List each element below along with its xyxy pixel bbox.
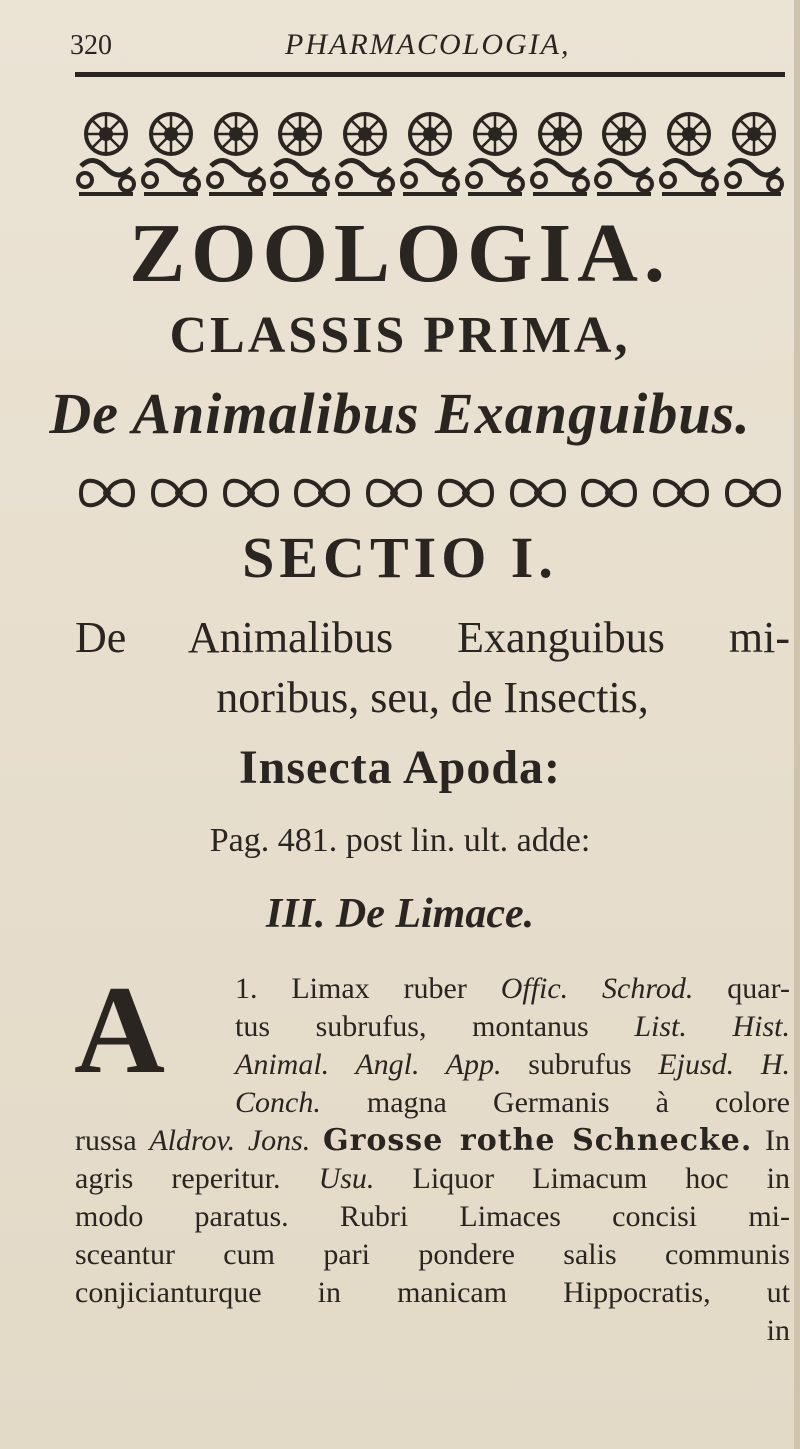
text-segment: magna Germanis à colore (320, 1086, 790, 1119)
body-line (75, 1198, 790, 1236)
text-segment: quar- (693, 972, 790, 1005)
text-segment: Grosse rothe Schnecke. (322, 1123, 753, 1158)
floral-scroll-icon (593, 106, 655, 198)
text-segment (310, 1124, 323, 1157)
text-segment: 1. Limax ruber (235, 972, 501, 1005)
knot-ornament-icon (290, 473, 354, 513)
body-line (235, 1008, 790, 1046)
knot-ornament-icon (147, 473, 211, 513)
knot-ornament-icon (434, 473, 498, 513)
drop-cap: A (74, 961, 165, 1100)
page-number: 320 (70, 30, 112, 61)
body-paragraph (74, 961, 791, 1350)
body-line (235, 1046, 790, 1084)
knot-ornament-icon (649, 473, 713, 513)
limace-subheading: III. De Limace. (265, 891, 535, 937)
floral-scroll-icon (205, 106, 267, 198)
floral-scroll-icon (723, 106, 785, 198)
floral-scroll-icon (529, 106, 591, 198)
floral-scroll-icon (334, 106, 396, 198)
body-line (235, 1084, 790, 1122)
text-segment: Offic. (500, 972, 569, 1005)
text-segment: subrufus (501, 1048, 659, 1081)
knot-ornament-icon (577, 473, 641, 513)
body-line (235, 970, 790, 1008)
knot-ornament-band (75, 470, 785, 516)
insecta-heading: Insecta Apoda: (238, 741, 562, 794)
text-segment: Ejusd. H. (658, 1048, 790, 1081)
body-line (75, 1312, 790, 1350)
text-segment: In (752, 1124, 790, 1157)
text-segment: Schrod. (602, 972, 694, 1005)
text-segment: Usu. (318, 1162, 375, 1195)
text-segment: agris reperitur. (75, 1162, 319, 1195)
knot-ornament-icon (362, 473, 426, 513)
knot-ornament-icon (75, 473, 139, 513)
body-line (75, 1236, 790, 1274)
body-line (75, 1274, 790, 1312)
text-segment: modo paratus. Rubri Limaces concisi mi- (75, 1200, 790, 1233)
floral-scroll-icon (464, 106, 526, 198)
text-segment: Jons. (235, 1124, 311, 1157)
body-line (75, 1160, 790, 1198)
main-title: ZOOLOGIA. (129, 207, 671, 300)
text-segment: Conch. (235, 1086, 321, 1119)
class-subtitle: De Animalibus Exanguibus. (49, 381, 751, 446)
running-head (70, 22, 790, 66)
floral-scroll-icon (658, 106, 720, 198)
header-rule (75, 72, 785, 77)
floral-scroll-icon (140, 106, 202, 198)
knot-ornament-icon (506, 473, 570, 513)
classis-heading: CLASSIS PRIMA, (169, 307, 631, 364)
text-segment (568, 972, 602, 1005)
text-segment: Animal. Angl. App. (235, 1048, 502, 1081)
section-title-line-1: De Animalibus Exanguibus mi- (75, 613, 790, 662)
knot-ornament-icon (721, 473, 785, 513)
knot-ornament-icon (219, 473, 283, 513)
text-segment: tus subrufus, montanus (235, 1010, 635, 1043)
section-title (75, 608, 790, 728)
section-title-line-2: noribus, seu, de Insectis, (216, 673, 649, 722)
floral-scroll-icon (399, 106, 461, 198)
floral-scroll-icon (269, 106, 331, 198)
floral-ornament-band (75, 106, 785, 198)
text-segment: sceantur cum pari pondere salis communis (75, 1238, 790, 1271)
text-segment: List. Hist. (634, 1010, 790, 1043)
text-segment: Liquor Limacum hoc in (374, 1162, 791, 1195)
floral-scroll-icon (75, 106, 137, 198)
text-segment: conjicianturque in manicam Hippocratis, ut (75, 1276, 790, 1309)
text-segment: russa (75, 1124, 150, 1157)
body-line (75, 1122, 790, 1160)
text-segment: Aldrov. (149, 1124, 236, 1157)
text-segment: in (766, 1314, 790, 1347)
page-reference-note: Pag. 481. post lin. ult. adde: (209, 822, 591, 859)
sectio-heading: SECTIO I. (242, 525, 558, 590)
running-title: PHARMACOLOGIA, (285, 28, 571, 61)
